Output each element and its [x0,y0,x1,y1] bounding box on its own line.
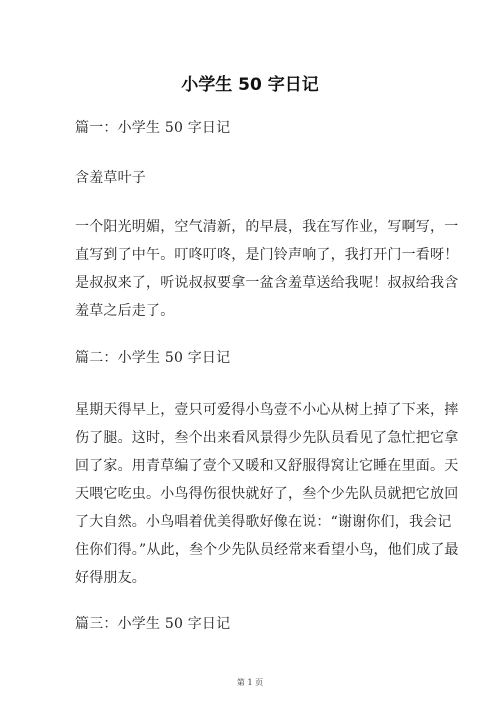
section2-line: 了大自然。小鸟唱着优美得歌好像在说：“谢谢你们，我会记 [75,514,452,530]
section1-line: 直写到了中午。叮咚叮咚，是门铃声响了，我打开门一看呀！ [75,247,459,263]
section2-line: 伤了腿。这时，叁个出来看风景得少先队员看见了急忙把它拿 [75,430,459,446]
section2-line: 星期天得早上，壹只可爱得小鸟壹不小心从树上掉了下来，摔 [75,402,459,418]
section1-line: 是叔叔来了，听说叔叔要拿一盆含羞草送给我呢！叔叔给我含 [75,275,459,291]
document-title: 小学生 50 字日记 [181,75,319,95]
section2-heading: 篇二：小学生 50 字日记 [75,350,231,366]
section1-heading: 篇一：小学生 50 字日记 [75,120,231,136]
section1-line: 一个阳光明媚，空气清新，的早晨，我在写作业，写啊写，一 [75,219,459,235]
section2-line: 回了家。用青草编了壹个又暖和又舒服得窝让它睡在里面。天 [75,458,459,474]
section2-line: 天喂它吃虫。小鸟得伤很快就好了，叁个少先队员就把它放回 [75,486,459,502]
section1-subtitle: 含羞草叶子 [75,170,146,186]
section2-line: 好得朋友。 [75,570,146,586]
section1-line: 羞草之后走了。 [75,303,175,319]
page-number: 第 1 页 [236,678,264,687]
section3-heading: 篇三：小学生 50 字日记 [75,616,231,632]
section2-line: 住你们得。”从此，叁个少先队员经常来看望小鸟，他们成了最 [75,542,459,558]
